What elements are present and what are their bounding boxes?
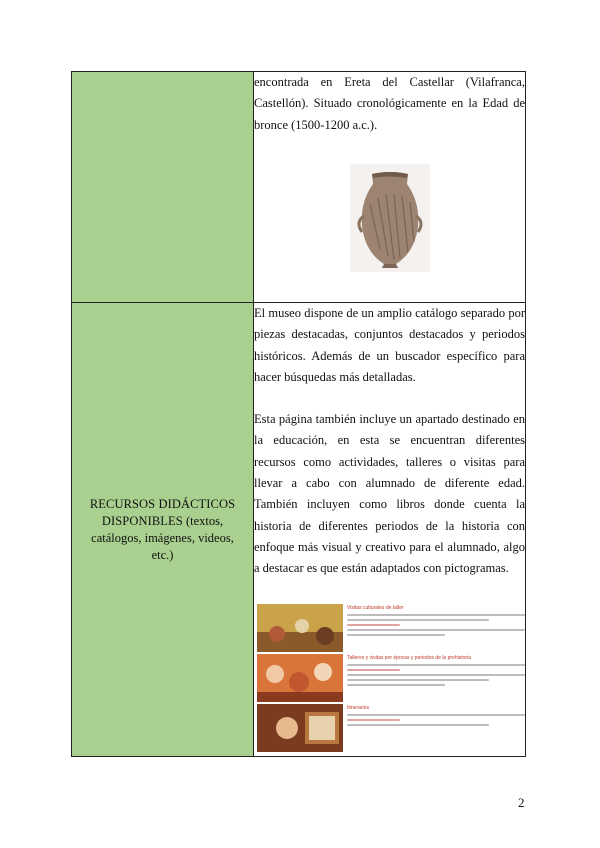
list-item bbox=[257, 604, 525, 652]
resources-label-main: RECURSOS DIDÁCTICOS DISPONIBLES bbox=[89, 496, 236, 528]
list-item bbox=[257, 704, 525, 752]
table-row bbox=[72, 72, 526, 303]
catalog-paragraph: El museo dispone de un amplio catálogo separado por piezas destacadas, conjuntos destacados y periodos históricos. Además de un buscador específico para hacer búsquedas más detalladas. bbox=[254, 306, 525, 384]
pot-description: encontrada en Ereta del Castellar (Vilafranca, Castellón). Situado cronológicamente en la Edad de bronce (1500-1200 a.c.). bbox=[254, 75, 525, 132]
content-cell bbox=[254, 303, 526, 757]
page-number: 2 bbox=[518, 795, 525, 810]
thumbnail-title: Visitas culturales de taller bbox=[347, 604, 404, 611]
itinerary-photo-image bbox=[257, 704, 343, 752]
resources-label-rest: (textos, catálogos, imágenes, videos, etc.) bbox=[91, 513, 234, 562]
thumbnail-title: Talleres y visitas por épocas y periodos de la prehistoria bbox=[347, 654, 471, 661]
list-item bbox=[257, 654, 525, 702]
table-row bbox=[72, 303, 526, 757]
resource-table bbox=[71, 71, 526, 757]
education-screenshot bbox=[254, 604, 525, 752]
pot-image-wrapper bbox=[254, 164, 525, 277]
education-paragraph: Esta página también incluye un apartado destinado en la educación, en esta se encuentran diferentes recursos como actividades, talleres o visitas para llevar a cabo con alumnado de diferente edad. También incluyen como libros donde cuenta la historia de diferentes periodos de la historia con enfoque más visual y creativo para el alumnado, algo a destacar es que están adaptados con pictogramas. bbox=[254, 412, 525, 576]
label-cell-empty bbox=[72, 72, 254, 303]
workshop-photo-image bbox=[257, 604, 343, 652]
thumbnail-title: Itinerarios bbox=[347, 704, 369, 711]
resources-label bbox=[72, 496, 253, 564]
content-cell bbox=[254, 72, 526, 303]
bronze-age-pot-image bbox=[350, 164, 430, 272]
resources-label-cell bbox=[72, 303, 254, 757]
children-activity-image bbox=[257, 654, 343, 702]
